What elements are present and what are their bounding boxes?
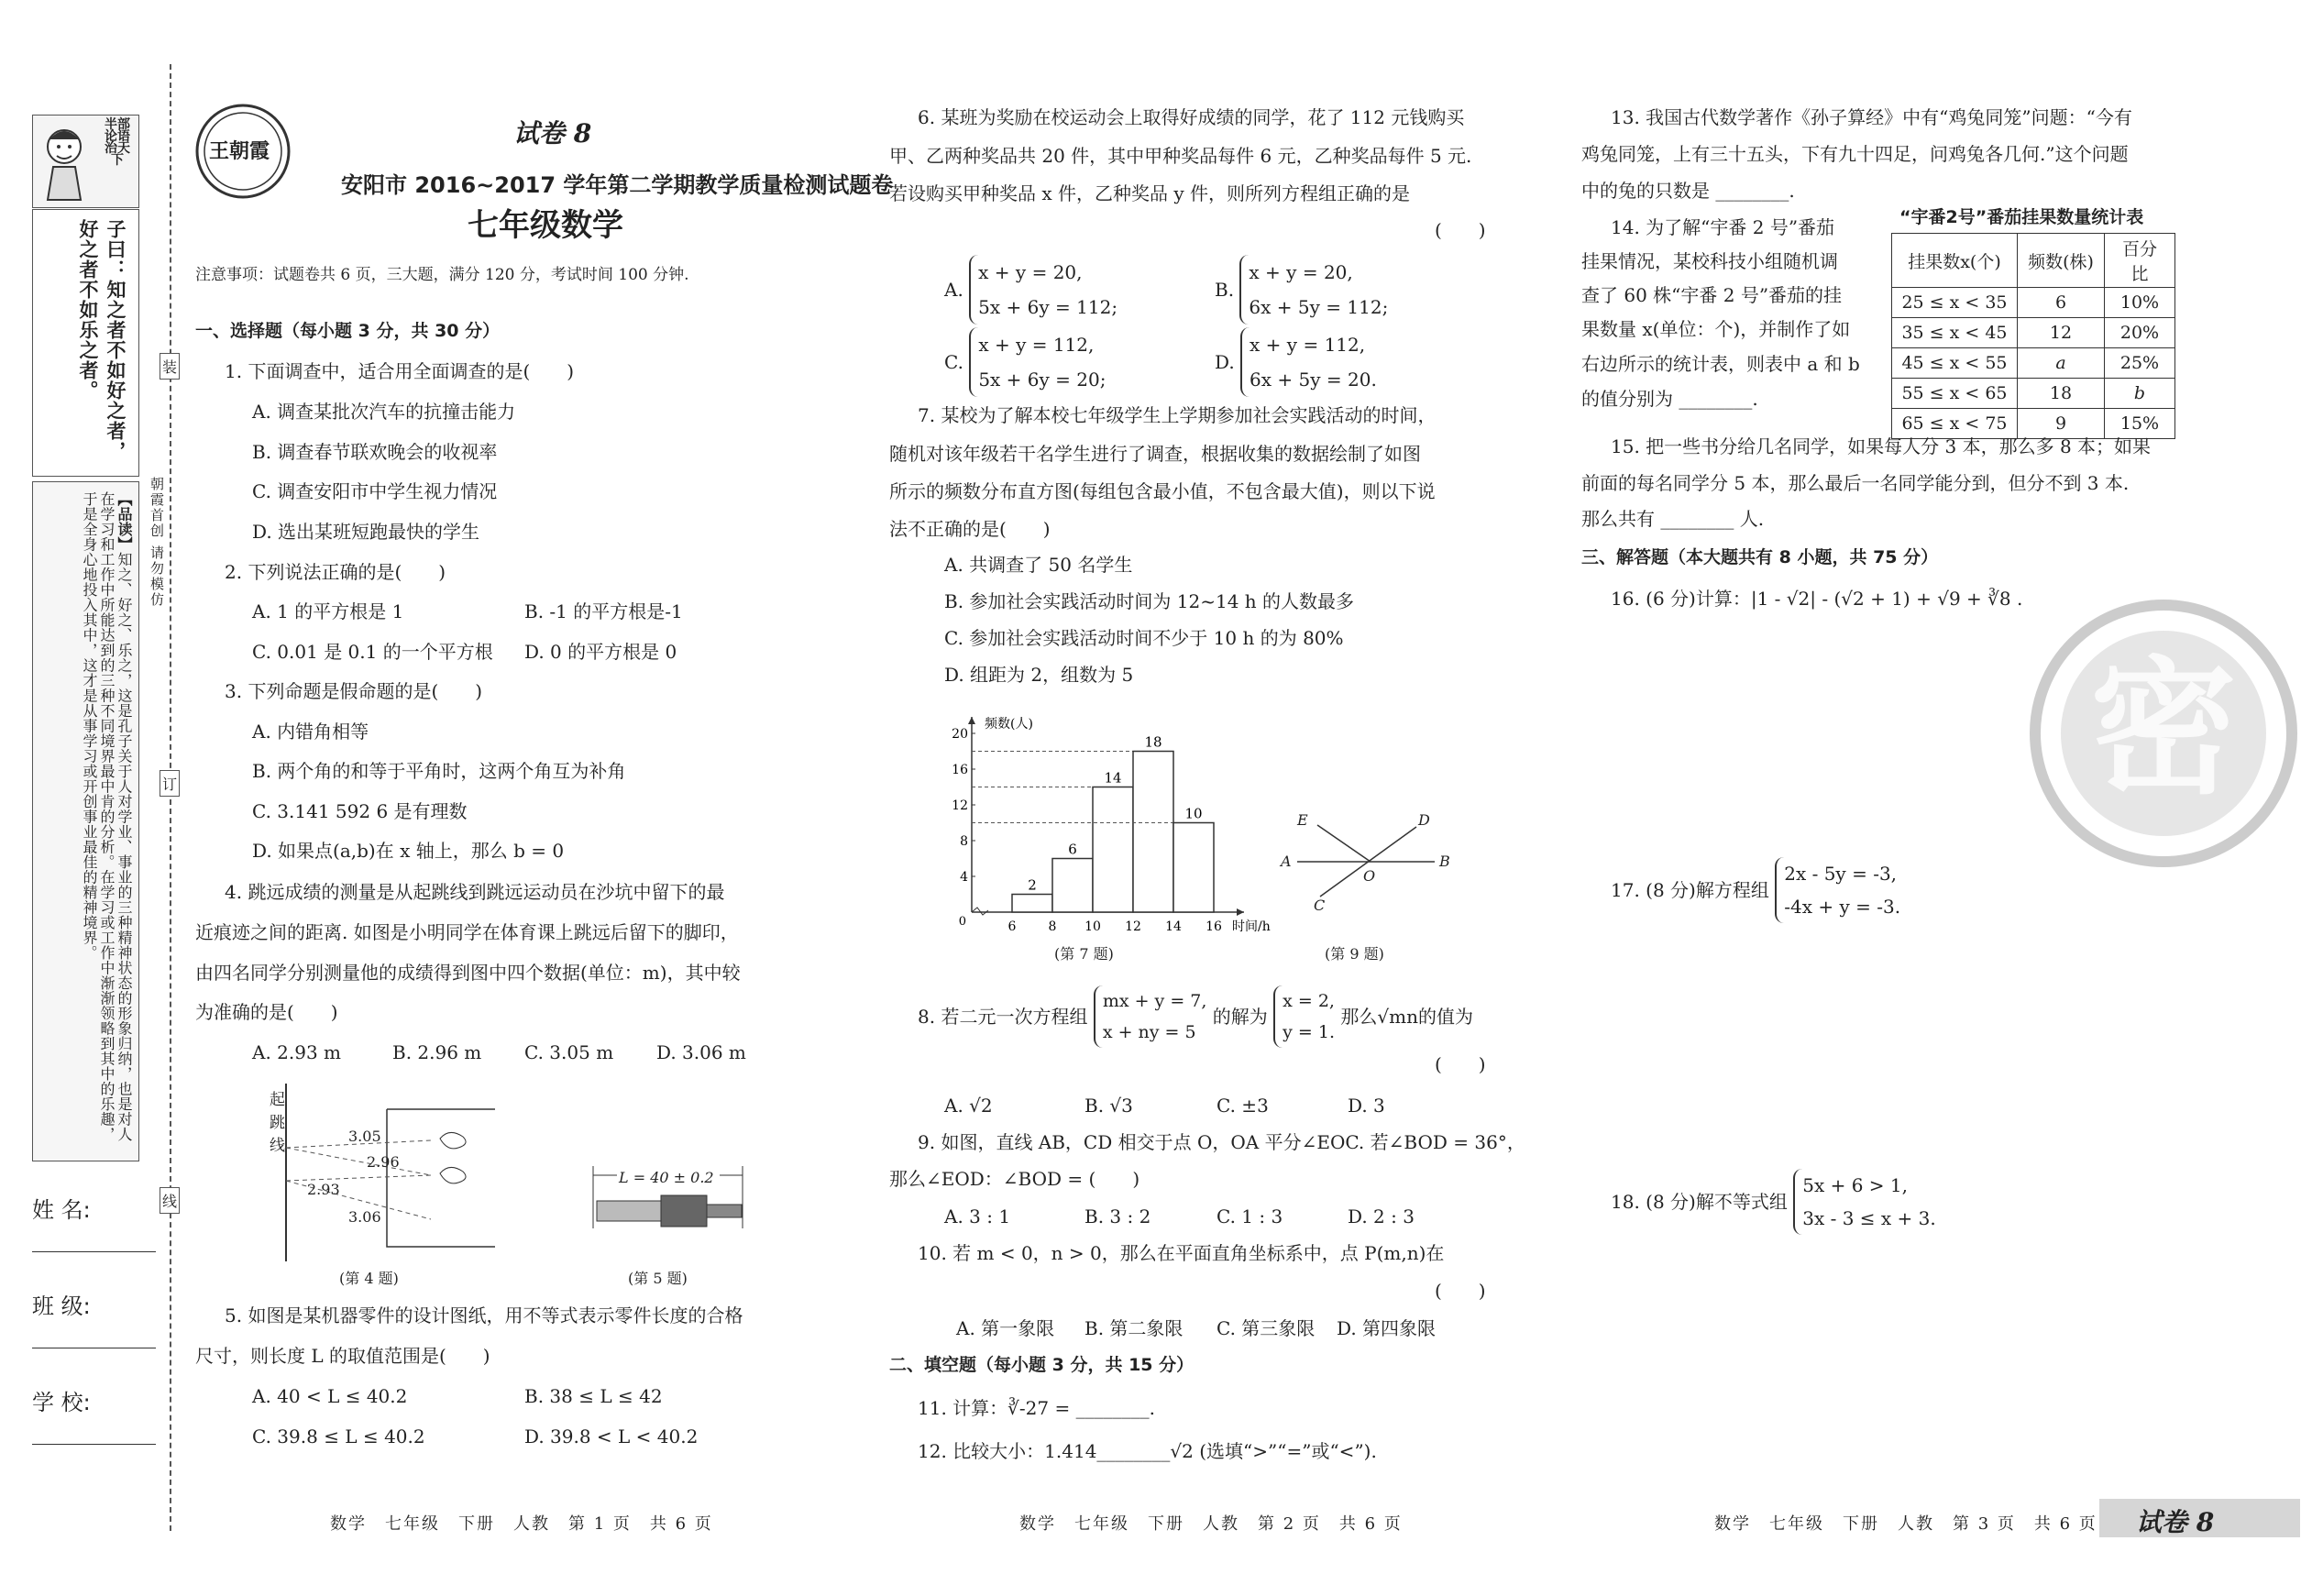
section-2-heading: 二、填空题（每小题 3 分，共 15 分） <box>889 1355 1195 1375</box>
fig4-start-label: 起跳线 <box>266 1091 284 1160</box>
table-header-cell: 挂果数x(个) <box>1892 234 2018 288</box>
commentary-box <box>32 481 139 1161</box>
q14-line-6: 的值分别为 ________. <box>1581 388 1758 410</box>
q17-sys-2: -4x + y = -3. <box>1784 896 1901 918</box>
stats-table <box>1891 233 2175 439</box>
name-label: 姓 名: <box>32 1197 91 1223</box>
q8-pre: 8. 若二元一次方程组 <box>918 1006 1088 1028</box>
q6-opt-a-eq1: x + y = 20, <box>978 261 1083 283</box>
q5-line-1: 5. 如图是某机器零件的设计图纸，用不等式表示零件长度的合格 <box>225 1304 743 1326</box>
q6-line-2: 甲、乙两种奖品共 20 件，其中甲种奖品每件 6 元，乙种奖品每件 5 元. <box>889 145 1472 167</box>
bar-value-label: 2 <box>1028 876 1037 894</box>
q3-stem: 3. 下列命题是假命题的是( ) <box>225 680 483 702</box>
confidential-stamp <box>2026 596 2301 871</box>
x-axis-label: 时间/h <box>1232 919 1271 934</box>
q6-opt-b-eq2: 6x + 5y = 112; <box>1249 296 1389 318</box>
school-field[interactable] <box>32 1384 160 1445</box>
q18-pre: 18. (8 分)解不等式组 <box>1611 1191 1788 1213</box>
q12[interactable]: 12. 比较大小：1.414________√2 (选填“>”“=”或“<”). <box>918 1440 1377 1462</box>
question-18[interactable] <box>1611 1169 1936 1235</box>
q4-line-3: 由四名同学分别测量他的成绩得到图中四个数据(单位：m)，其中较 <box>195 962 741 984</box>
figure-5 <box>591 1164 747 1238</box>
binding-mark-1: 装 <box>160 353 180 380</box>
y-axis-arrow <box>968 717 975 724</box>
logo <box>193 101 293 202</box>
q17-pre: 17. (8 分)解方程组 <box>1611 879 1769 901</box>
exam-subtitle: 安阳市 2016~2017 学年第二学期教学质量检测试题卷 <box>341 172 894 198</box>
q8-sys-1: mx + y = 7, <box>1102 991 1207 1011</box>
fig9-caption: (第 9 题) <box>1325 945 1384 963</box>
logo-text: 王朝霞 <box>209 139 270 163</box>
table-cell: 35 ≤ x < 45 <box>1892 318 2018 348</box>
q9-opt-d[interactable]: D. 2 : 3 <box>1348 1205 1415 1227</box>
q6-opt-c-eq1: x + y = 112, <box>978 334 1095 356</box>
fig4-value-3: 2.93 <box>307 1181 340 1198</box>
q9-opt-b[interactable]: B. 3 : 2 <box>1084 1205 1151 1227</box>
q10-opt-d[interactable]: D. 第四象限 <box>1337 1317 1437 1339</box>
bar <box>1093 787 1133 913</box>
q6-opt-b-eq1: x + y = 20, <box>1249 261 1353 283</box>
q5-opt-b[interactable]: B. 38 ≤ L ≤ 42 <box>524 1385 663 1407</box>
school-label: 学 校: <box>32 1390 91 1415</box>
q7-opt-c[interactable]: C. 参加社会实践活动时间不少于 10 h 的为 80% <box>944 627 1344 649</box>
confucius-quote: 子曰：知之者不如好之者，好之者不如乐之者。 <box>77 219 127 461</box>
footer-page-1: 数学 七年级 下册 人教 第 1 页 共 6 页 <box>330 1514 713 1534</box>
fig5-caption: (第 5 题) <box>628 1270 688 1287</box>
q14-line-2: 挂果情况，某校科技小组随机调 <box>1581 250 1838 272</box>
x-tick-label: 6 <box>1007 919 1017 934</box>
q9-line-1: 9. 如图，直线 AB，CD 相交于点 O，OA 平分∠EOC. 若∠BOD = 36°， <box>918 1131 1525 1153</box>
q17-sys-1: 2x - 5y = -3, <box>1784 863 1898 885</box>
stats-table-title: “宇番2号”番茄挂果数量统计表 <box>1899 207 2144 227</box>
q3-opt-a[interactable]: A. 内错角相等 <box>252 721 369 743</box>
footer-page-2: 数学 七年级 下册 人教 第 2 页 共 6 页 <box>1019 1514 1403 1534</box>
fig5-label: L = 40 ± 0.2 <box>619 1169 714 1186</box>
figure-4 <box>248 1082 523 1274</box>
q6-opt-d[interactable] <box>1215 327 1377 397</box>
q7-line-3: 所示的频数分布直方图(每组包含最小值，不包含最大值)，则以下说 <box>889 480 1436 502</box>
q4-opt-c[interactable]: C. 3.05 m <box>524 1041 614 1063</box>
y-tick-label: 12 <box>952 798 968 813</box>
q8-opt-d[interactable]: D. 3 <box>1348 1095 1385 1117</box>
q7-line-4: 法不正确的是( ) <box>889 518 1051 540</box>
name-field[interactable] <box>32 1192 160 1252</box>
q13-line-2: 鸡兔同笼，上有三十五头，下有九十四足，问鸡兔各几何.”这个问题 <box>1581 143 2129 165</box>
q9-opt-c[interactable]: C. 1 : 3 <box>1217 1205 1283 1227</box>
q7-line-2: 随机对该年级若干名学生进行了调查，根据收集的数据绘制了如图 <box>889 443 1421 465</box>
question-17[interactable] <box>1611 857 1900 923</box>
q4-line-1: 4. 跳远成绩的测量是从起跳线到跳远运动员在沙坑中留下的最 <box>225 881 725 903</box>
q8-paren: ( ) <box>1435 1053 1486 1075</box>
table-cell: 25 ≤ x < 35 <box>1892 288 2018 318</box>
table-cell: 18 <box>2018 379 2105 409</box>
q4-opt-d[interactable]: D. 3.06 m <box>656 1041 746 1063</box>
class-field[interactable] <box>32 1288 160 1348</box>
q14-line-1: 14. 为了解“宇番 2 号”番茄 <box>1611 216 1835 238</box>
q1-opt-d[interactable]: D. 选出某班短跑最快的学生 <box>252 521 480 543</box>
table-cell: 65 ≤ x < 75 <box>1892 409 2018 439</box>
y-tick-label: 20 <box>952 727 968 742</box>
exam-title: 七年级数学 <box>468 207 623 244</box>
q3-opt-d[interactable]: D. 如果点(a,b)在 x 轴上，那么 b = 0 <box>252 840 565 862</box>
q4-line-4: 为准确的是( ) <box>195 1001 338 1023</box>
fig4-value-4: 3.06 <box>348 1208 381 1226</box>
table-row <box>1892 288 2175 318</box>
q6-line-3: 若设购买甲种奖品 x 件，乙种奖品 y 件，则所列方程组正确的是 <box>889 182 1411 204</box>
fig9-label-o: O <box>1363 867 1376 885</box>
commentary-body: 知之、好之、乐之，这是孔子关于人对学业、事业的三种精神状态的形象归纳，也是对人在学习和工作中所能达到的三种不同境界最中肯的分析。在学习或工作中渐渐领略到其中的乐趣，于是全身心地投入其中，这才是从事学习或开创事业最佳的精神境界。 <box>81 491 133 1142</box>
q9-opt-a[interactable]: A. 3 : 1 <box>944 1205 1011 1227</box>
table-cell: 9 <box>2018 409 2105 439</box>
q2-opt-c[interactable]: C. 0.01 是 0.1 的一个平方根 <box>252 641 493 663</box>
x-tick-label: 14 <box>1165 919 1182 934</box>
origin-label: 0 <box>958 915 966 929</box>
table-cell: 6 <box>2018 288 2105 318</box>
q5-line-2: 尺寸，则长度 L 的取值范围是( ) <box>195 1345 490 1367</box>
q6-opt-d-label: D. <box>1215 351 1235 373</box>
section-3-heading: 三、解答题（本大题共有 8 小题，共 75 分） <box>1581 547 1939 567</box>
table-cell: 12 <box>2018 318 2105 348</box>
stamp-text: 密 <box>2090 643 2238 814</box>
q8-opt-c[interactable]: C. ±3 <box>1217 1095 1269 1117</box>
q11[interactable]: 11. 计算：∛-27 = ________. <box>918 1397 1155 1419</box>
table-cell: a <box>2018 348 2105 379</box>
binding-mark-3: 线 <box>160 1187 180 1214</box>
q16[interactable]: 16. (6 分)计算：|1 - √2| - (√2 + 1) + √9 + ∛8 . <box>1611 588 2023 610</box>
fig7-caption: (第 7 题) <box>1054 945 1114 963</box>
q6-paren: ( ) <box>1435 219 1486 241</box>
bar <box>1012 895 1052 913</box>
table-cell: 10% <box>2105 288 2175 318</box>
q5-opt-a[interactable]: A. 40 < L ≤ 40.2 <box>252 1385 408 1407</box>
binding-mark-2: 订 <box>160 770 180 797</box>
exam-notice: 注意事项：试题卷共 6 页，三大题，满分 120 分，考试时间 100 分钟. <box>195 266 689 284</box>
q1-opt-b[interactable]: B. 调查春节联欢晚会的收视率 <box>252 441 498 463</box>
q6-opt-d-eq2: 6x + 5y = 20. <box>1250 369 1377 391</box>
y-tick-label: 16 <box>952 763 968 777</box>
q7-opt-a[interactable]: A. 共调查了 50 名学生 <box>944 554 1133 576</box>
y-tick-label: 4 <box>960 870 968 885</box>
q2-opt-a[interactable]: A. 1 的平方根是 1 <box>252 600 404 622</box>
q10-stem: 10. 若 m < 0，n > 0，那么在平面直角坐标系中，点 P(m,n)在 <box>918 1242 1445 1264</box>
q9-line-2: 那么∠EOD：∠BOD = ( ) <box>889 1168 1140 1190</box>
q8-opt-a[interactable]: A. √2 <box>944 1095 993 1117</box>
fig9-label-e: E <box>1297 811 1308 829</box>
motto-text: 半部 论语 治天 下 <box>105 117 130 168</box>
y-axis-label: 频数(人) <box>985 717 1033 732</box>
x-tick-label: 16 <box>1206 919 1222 934</box>
figure-7-histogram <box>944 697 1271 935</box>
binding-line <box>170 64 171 1531</box>
table-header-row <box>1892 234 2175 288</box>
x-axis-arrow <box>1237 908 1244 916</box>
q3-opt-b[interactable]: B. 两个角的和等于平角时，这两个角互为补角 <box>252 760 626 782</box>
q18-sys-2: 3x - 3 ≤ x + 3. <box>1802 1207 1936 1229</box>
q13-line-1: 13. 我国古代数学著作《孙子算经》中有“鸡兔同笼”问题：“今有 <box>1611 106 2132 128</box>
table-cell: 55 ≤ x < 65 <box>1892 379 2018 409</box>
bar <box>1133 752 1173 913</box>
q4-opt-a[interactable]: A. 2.93 m <box>252 1041 342 1063</box>
q8-sol-1: x = 2, <box>1283 991 1335 1011</box>
table-row <box>1892 318 2175 348</box>
motto-box <box>32 115 139 208</box>
exam-badge: 试卷 8 <box>513 118 592 149</box>
footer-badge <box>2099 1499 2300 1537</box>
table-cell: 45 ≤ x < 55 <box>1892 348 2018 379</box>
q15-line-1: 15. 把一些书分给几名同学，如果每人分 3 本，那么多 8 本；如果 <box>1611 435 2152 457</box>
q2-opt-d[interactable]: D. 0 的平方根是 0 <box>524 641 677 663</box>
x-tick-label: 12 <box>1125 919 1141 934</box>
q4-opt-b[interactable]: B. 2.96 m <box>392 1041 482 1063</box>
commentary-text <box>81 491 133 1151</box>
fig9-label-a: A <box>1281 853 1292 870</box>
q8-sys-2: x + ny = 5 <box>1102 1022 1196 1042</box>
fig4-value-2: 2.96 <box>367 1153 400 1171</box>
class-label: 班 级: <box>32 1293 91 1319</box>
q6-opt-a-label: A. <box>944 279 963 301</box>
bar-value-label: 6 <box>1068 841 1077 858</box>
q18-sys-1: 5x + 6 > 1, <box>1802 1174 1908 1196</box>
q6-opt-c-eq2: 5x + 6y = 20; <box>978 369 1106 391</box>
axis-break <box>972 908 988 915</box>
q14-line-3: 查了 60 株“宇番 2 号”番茄的挂 <box>1581 284 1843 306</box>
fig4-caption: (第 4 题) <box>339 1270 399 1287</box>
x-tick-label: 8 <box>1048 919 1057 934</box>
q6-opt-d-eq1: x + y = 112, <box>1250 334 1366 356</box>
bar-value-label: 14 <box>1104 769 1122 787</box>
table-header-cell: 频数(株) <box>2018 234 2105 288</box>
y-tick-label: 8 <box>960 834 968 849</box>
bar-value-label: 10 <box>1184 805 1203 822</box>
confucius-avatar <box>37 121 92 202</box>
q1-stem: 1. 下面调查中，适合用全面调查的是( ) <box>225 360 575 382</box>
q4-line-2: 近痕迹之间的距离. 如图是小明同学在体育课上跳远后留下的脚印， <box>195 921 739 943</box>
bar <box>1173 823 1214 913</box>
q10-opt-b[interactable]: B. 第二象限 <box>1084 1317 1184 1339</box>
bar <box>1052 859 1093 913</box>
q10-opt-a[interactable]: A. 第一象限 <box>956 1317 1055 1339</box>
table-row <box>1892 379 2175 409</box>
fig9-label-c: C <box>1314 897 1326 914</box>
q6-opt-c-label: C. <box>944 351 963 373</box>
q6-opt-a[interactable] <box>944 255 1117 325</box>
table-row <box>1892 348 2175 379</box>
footer-page-3: 数学 七年级 下册 人教 第 3 页 共 6 页 <box>1714 1514 2097 1534</box>
fig9-label-d: D <box>1418 811 1430 829</box>
q6-opt-b-label: B. <box>1215 279 1235 301</box>
figure-9 <box>1279 807 1462 917</box>
table-cell: 20% <box>2105 318 2175 348</box>
q6-line-1: 6. 某班为奖励在校运动会上取得好成绩的同学，花了 112 元钱购买 <box>918 106 1465 128</box>
q7-opt-d[interactable]: D. 组距为 2，组数为 5 <box>944 664 1134 686</box>
q8-sol-2: y = 1. <box>1283 1022 1335 1042</box>
q6-opt-c[interactable] <box>944 327 1106 397</box>
q6-opt-a-eq2: 5x + 6y = 112; <box>978 296 1118 318</box>
table-cell: 15% <box>2105 409 2175 439</box>
quote-box <box>32 209 139 477</box>
table-cell: b <box>2105 379 2175 409</box>
q1-opt-c[interactable]: C. 调查安阳市中学生视力情况 <box>252 480 498 502</box>
q10-opt-c[interactable]: C. 第三象限 <box>1217 1317 1316 1339</box>
table-cell: 25% <box>2105 348 2175 379</box>
q15-line-2: 前面的每名同学分 5 本，那么最后一名同学能分到，但分不到 3 本. <box>1581 472 2130 494</box>
q10-paren: ( ) <box>1435 1280 1486 1302</box>
side-note: 朝霞首创 请勿模仿 <box>149 477 165 608</box>
q14-line-5: 右边所示的统计表，则表中 a 和 b <box>1581 353 1860 375</box>
fig9-label-b: B <box>1439 853 1450 870</box>
q2-opt-b[interactable]: B. -1 的平方根是-1 <box>524 600 683 622</box>
fig4-value-1: 3.05 <box>348 1128 381 1145</box>
bar-value-label: 18 <box>1144 733 1162 751</box>
section-1-heading: 一、选择题（每小题 3 分，共 30 分） <box>195 321 501 341</box>
q8-post: 那么√mn的值为 <box>1340 1006 1473 1028</box>
q14-line-4: 果数量 x(单位：个)，并制作了如 <box>1581 318 1851 340</box>
q8-mid: 的解为 <box>1212 1006 1268 1028</box>
q5-opt-d[interactable]: D. 39.8 < L < 40.2 <box>524 1425 699 1447</box>
q7-opt-b[interactable]: B. 参加社会实践活动时间为 12~14 h 的人数最多 <box>944 590 1355 612</box>
x-tick-label: 10 <box>1084 919 1101 934</box>
q7-line-1: 7. 某校为了解本校七年级学生上学期参加社会实践活动的时间， <box>918 404 1437 426</box>
commentary-title: 【品读】 <box>116 491 133 552</box>
q8-opt-b[interactable]: B. √3 <box>1084 1095 1133 1117</box>
q2-stem: 2. 下列说法正确的是( ) <box>225 561 446 583</box>
q6-opt-b[interactable] <box>1215 255 1388 325</box>
histogram-svg <box>944 697 1271 935</box>
table-header-cell: 百分比 <box>2105 234 2175 288</box>
footer-badge-text: 试卷 8 <box>2136 1507 2215 1537</box>
q15-line-3: 那么共有 ________ 人. <box>1581 508 1765 530</box>
q3-opt-c[interactable]: C. 3.141 592 6 是有理数 <box>252 800 468 822</box>
q1-opt-a[interactable]: A. 调查某批次汽车的抗撞击能力 <box>252 401 516 423</box>
q5-opt-c[interactable]: C. 39.8 ≤ L ≤ 40.2 <box>252 1425 425 1447</box>
q13-line-3: 中的兔的只数是 ________. <box>1581 180 1795 202</box>
